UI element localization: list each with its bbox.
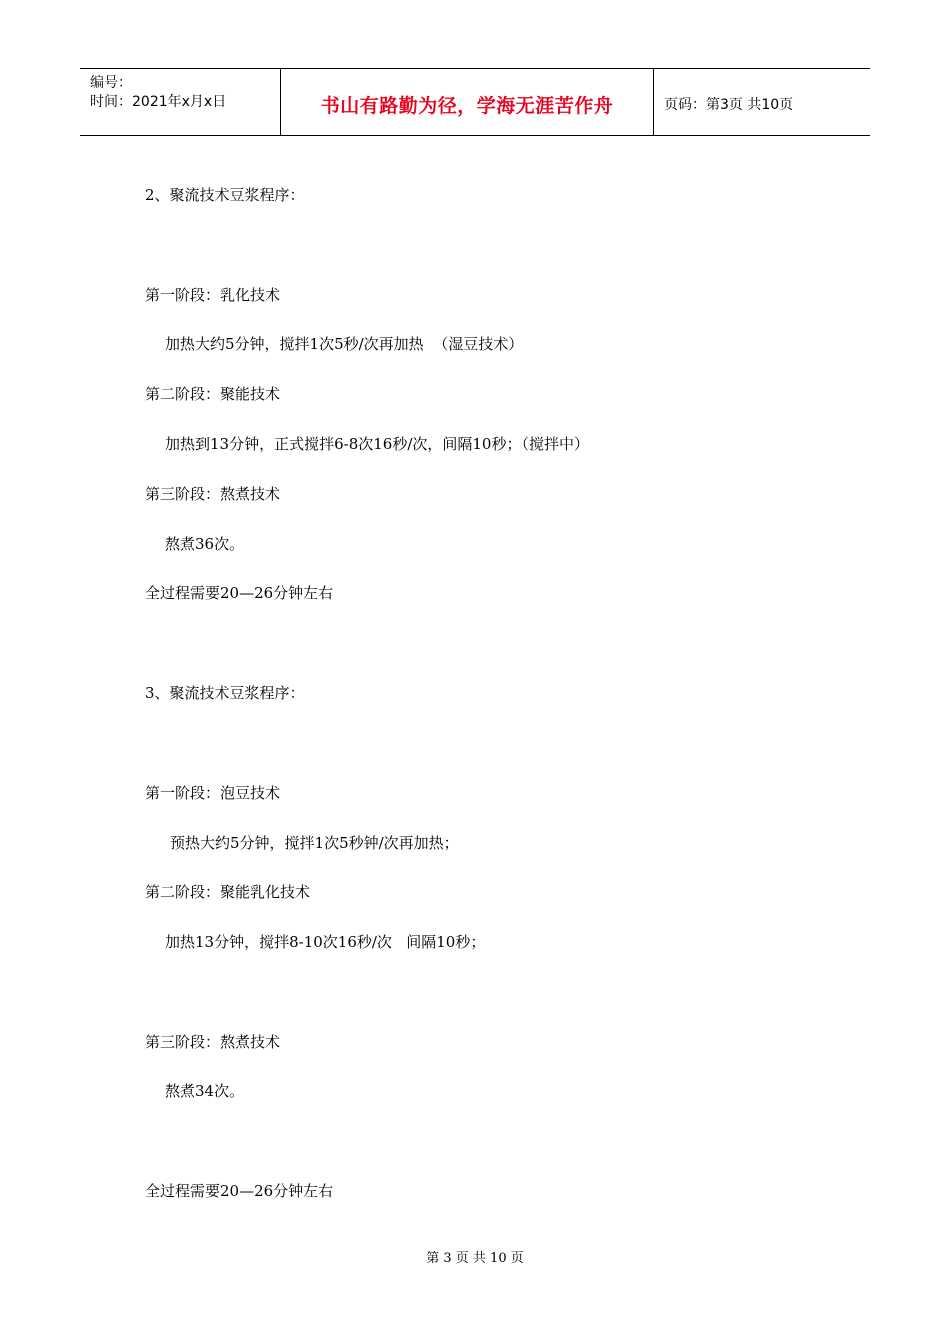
section-heading-2: 2、聚流技术豆浆程序： — [145, 186, 305, 204]
page-header — [80, 68, 870, 136]
stage-heading: 第一阶段：泡豆技术 — [145, 784, 281, 802]
header-motto: 书山有路勤为径，学海无涯苦作舟 — [320, 95, 614, 117]
stage-detail: 熬煮36次。 — [165, 535, 245, 553]
stage-detail: 加热到13分钟，正式搅拌6-8次16秒/次，间隔10秒；（搅拌中） — [165, 435, 589, 453]
stage-detail: 熬煮34次。 — [165, 1082, 245, 1100]
total-time-text: 全过程需要20—26分钟左右 — [145, 1182, 334, 1200]
header-right-cell — [654, 69, 870, 135]
stage-detail: 加热13分钟，搅拌8-10次16秒/次 间隔10秒； — [165, 933, 486, 951]
header-middle-cell — [281, 69, 654, 135]
total-time-text: 全过程需要20—26分钟左右 — [145, 584, 334, 602]
stage-heading: 第三阶段：熬煮技术 — [145, 1033, 281, 1051]
section-heading-3: 3、聚流技术豆浆程序： — [145, 684, 305, 702]
stage-heading: 第二阶段：聚能技术 — [145, 385, 281, 403]
page-footer: 第 3 页 共 10 页 — [426, 1251, 524, 1266]
stage-heading: 第一阶段：乳化技术 — [145, 286, 281, 304]
document-code-label: 编号： — [90, 75, 132, 91]
stage-detail: 预热大约5分钟，搅拌1次5秒钟/次再加热； — [170, 834, 459, 852]
document-time-label: 时间：2021年x月x日 — [90, 94, 227, 110]
header-left-cell — [80, 69, 281, 135]
stage-heading: 第二阶段：聚能乳化技术 — [145, 883, 311, 901]
stage-detail: 加热大约5分钟，搅拌1次5秒/次再加热 （湿豆技术） — [165, 335, 524, 353]
header-page-info: 页码：第3页 共10页 — [664, 97, 794, 113]
stage-heading: 第三阶段：熬煮技术 — [145, 485, 281, 503]
